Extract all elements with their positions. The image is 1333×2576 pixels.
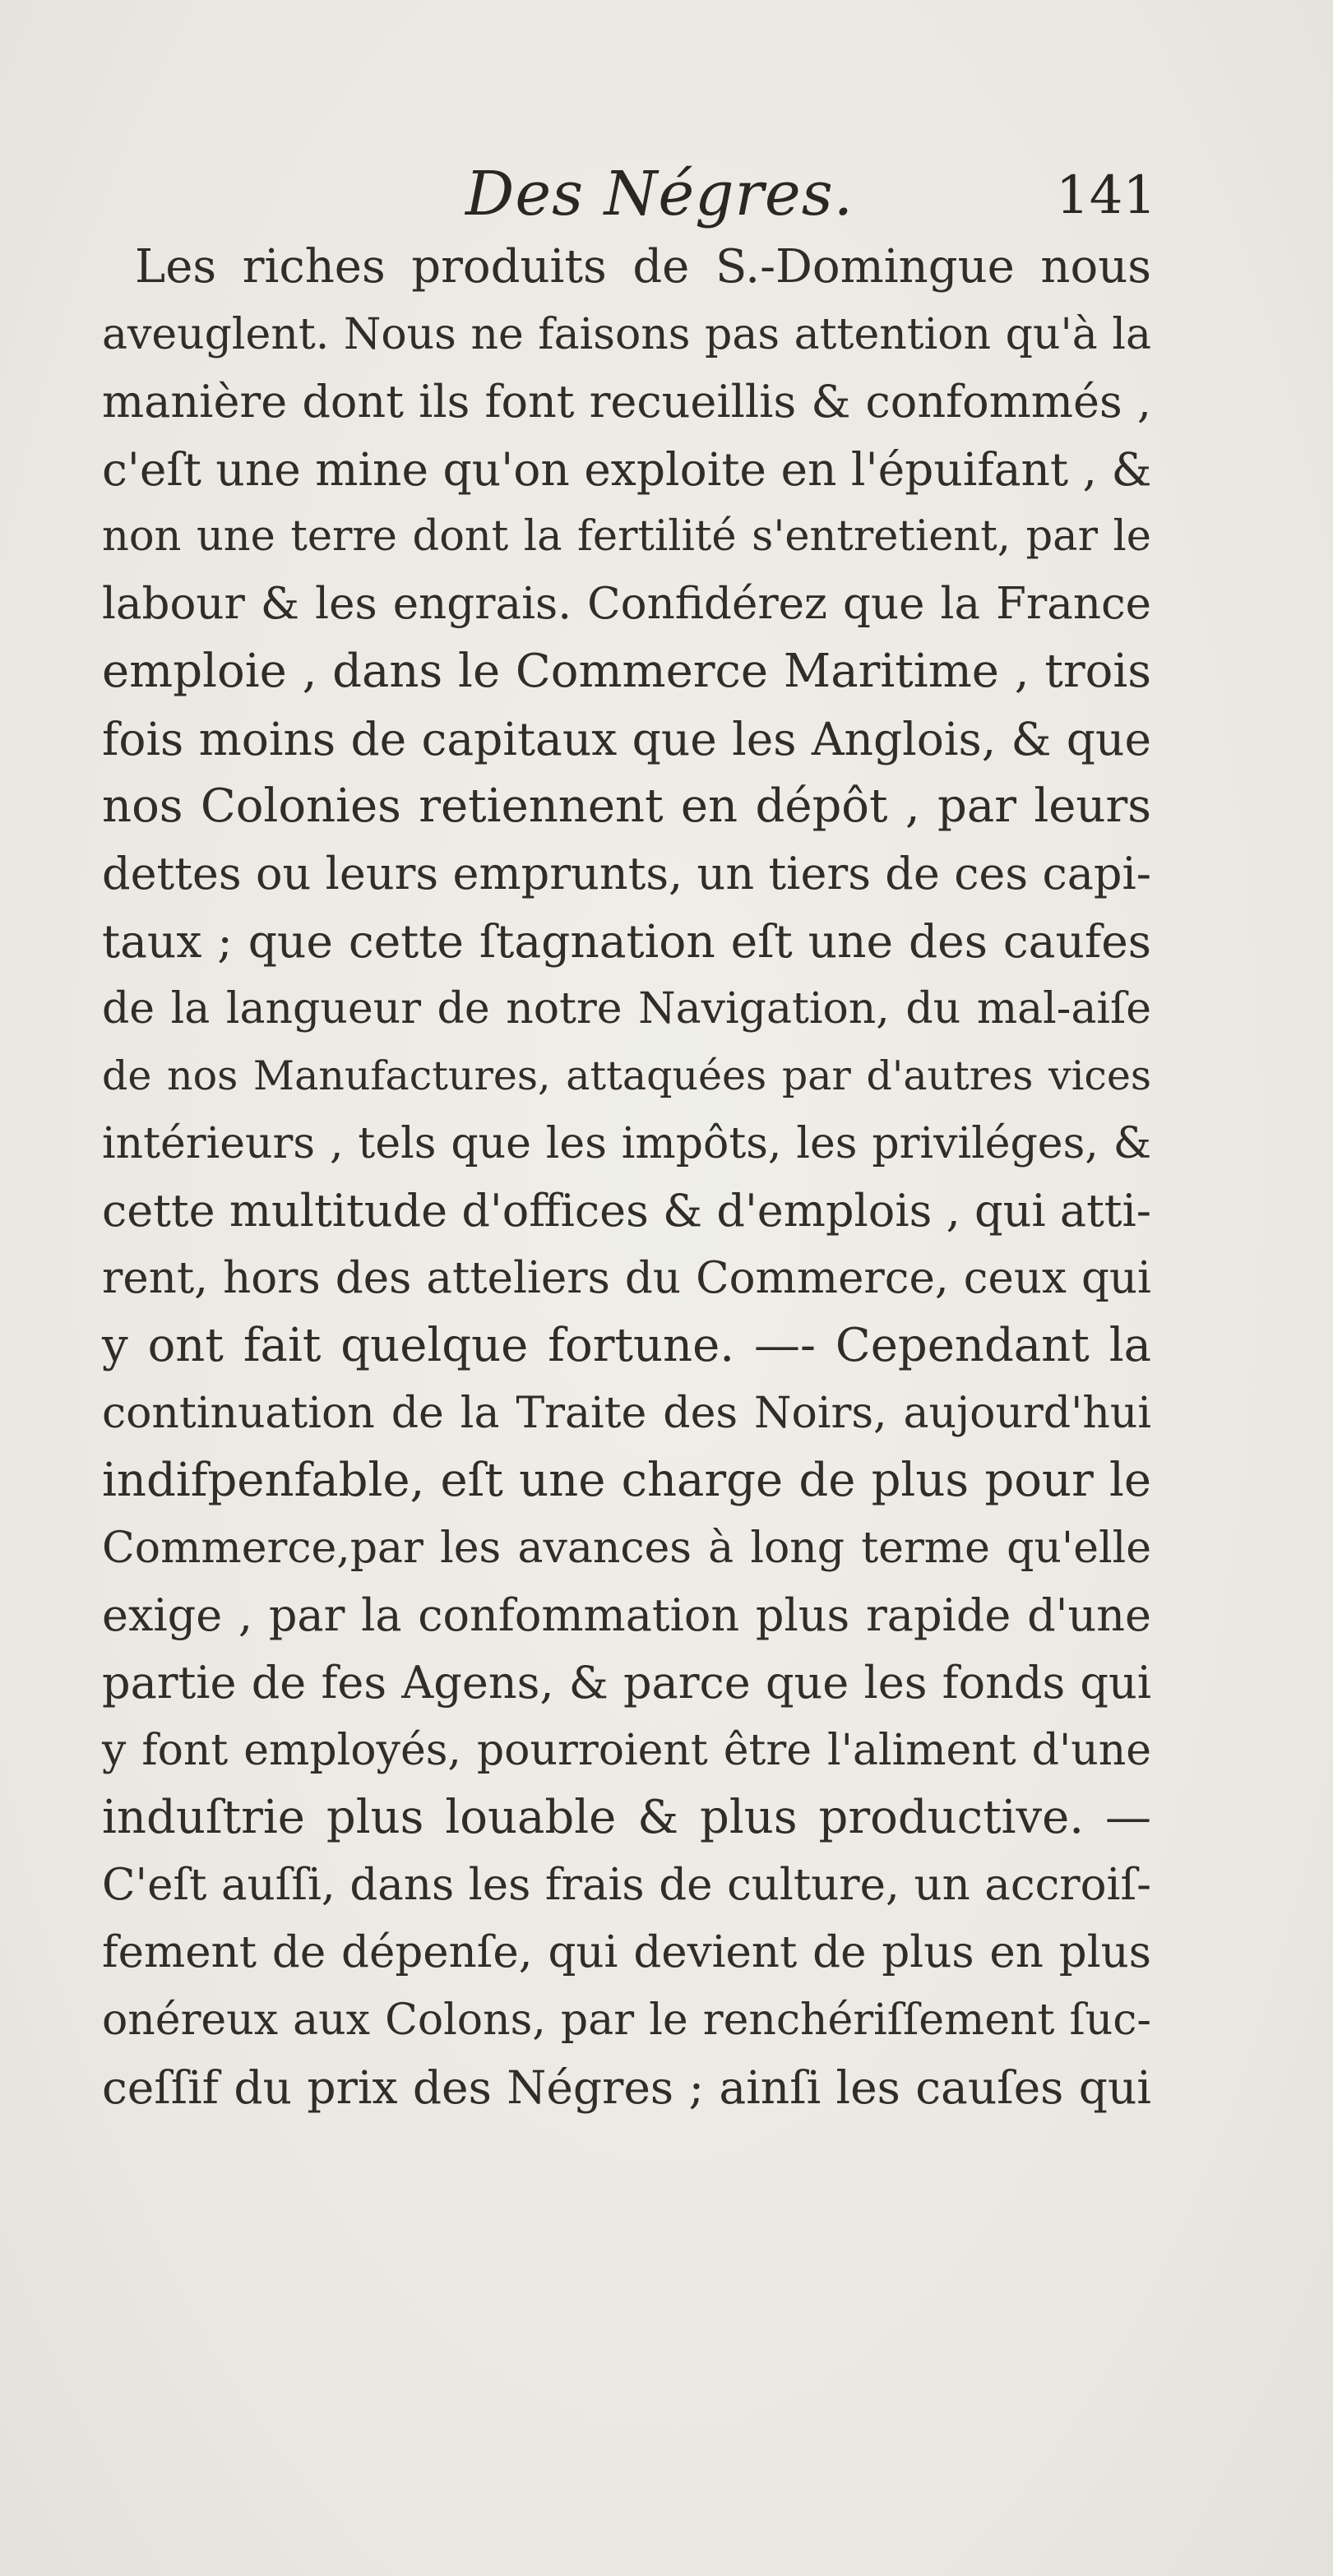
running-title: Des Négres. (465, 159, 854, 229)
text-line: continuation de la Traite des Noirs, aujourd'hui (102, 1389, 1151, 1438)
text-line: de la langueur de notre Navigation, du mal-aiſe (102, 984, 1151, 1034)
text-line: indifpenfable, eſt une charge de plus pour le (102, 1454, 1151, 1507)
text-line: y font employés, pourroient être l'aliment d'une (102, 1726, 1151, 1775)
text-line: manière dont ils font recueillis & confommés , (102, 376, 1151, 428)
text-line: Les riches produits de S.-Domingue nous (135, 240, 1151, 294)
text-line: emploie , dans le Commerce Maritime , trois (102, 645, 1151, 698)
text-line: rent, hors des atteliers du Commerce, ceux qui (102, 1253, 1151, 1303)
text-line: fois moins de capitaux que les Anglois, & que (102, 713, 1151, 765)
text-line: C'eſt auſſi, dans les frais de culture, un accroiſ- (102, 1860, 1151, 1910)
page-header (0, 161, 1333, 227)
text-line: labour & les engrais. Confidérez que la France (102, 579, 1151, 629)
text-line: fement de dépenſe, qui devient de plus en plus (102, 1927, 1151, 1977)
text-line: induſtrie plus louable & plus productive. — (102, 1791, 1151, 1844)
text-line: non une terre dont la fertilité s'entretient, par le (102, 512, 1151, 561)
text-line: nos Colonies retiennent en dépôt , par leurs (102, 779, 1151, 833)
text-line: de nos Manufactures, attaquées par d'autres vices (102, 1052, 1151, 1099)
text-line: Commerce,par les avances à long terme qu'elle (102, 1524, 1151, 1573)
text-line: dettes ou leurs emprunts, un tiers de ces capi- (102, 848, 1151, 900)
text-line: ceſſif du prix des Négres ; ainſi les cauſes qui (102, 2061, 1151, 2114)
text-line: aveuglent. Nous ne faisons pas attention qu'à la (102, 310, 1151, 359)
text-line: exige , par la confommation plus rapide d'une (102, 1589, 1151, 1641)
body-text (102, 234, 1151, 2121)
text-line: partie de fes Agens, & parce que les fonds qui (102, 1657, 1151, 1709)
text-line: c'eſt une mine qu'on exploite en l'épuifant , & (102, 443, 1152, 496)
text-line: cette multitude d'offices & d'emplois , qui atti- (102, 1185, 1151, 1237)
text-line: intérieurs , tels que les impôts, les priviléges, & (102, 1119, 1151, 1168)
text-line: y ont fait quelque fortune. —- Cependant la (102, 1319, 1151, 1372)
text-line: onéreux aux Colons, par le renchériſſement ſuc- (102, 1996, 1151, 2045)
text-line: taux ; que cette ſtagnation eſt une des caufes (102, 915, 1151, 968)
page-number: 141 (1056, 165, 1157, 226)
